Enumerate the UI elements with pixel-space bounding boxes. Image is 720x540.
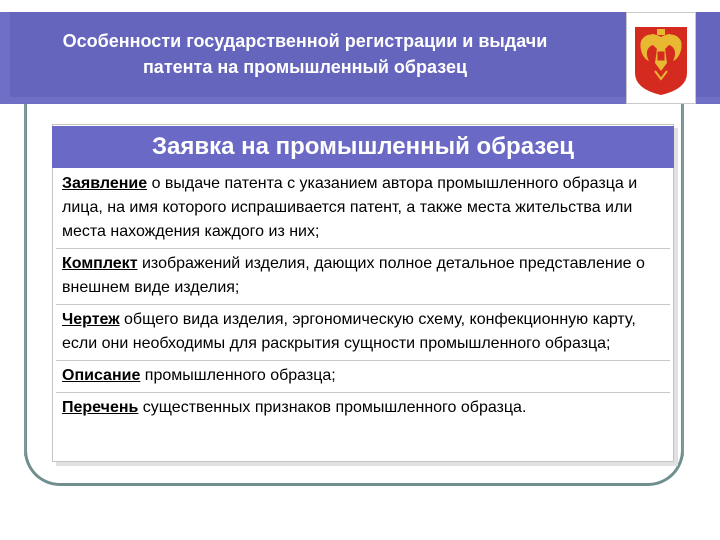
- slide-title: [20, 28, 590, 80]
- frame-left-line: [24, 104, 26, 456]
- slide-title-line-2: патента на промышленный образец: [142, 57, 468, 77]
- item-term: Перечень: [62, 399, 139, 416]
- slide-title-line-1: Особенности государственной регистрации и выдачи: [62, 31, 548, 51]
- panel-title: Заявка на промышленный образец: [52, 126, 674, 168]
- frame-right-line: [682, 104, 684, 456]
- list-item-features: [56, 393, 670, 424]
- item-text: о выдаче патента с указанием автора промышленного образца и лица, на имя которого испрашивается патент, а также места жительства или места нахождения каждого из них;: [62, 175, 638, 240]
- item-text: существенных признаков промышленного образца.: [138, 399, 527, 416]
- list-item-description: [56, 361, 670, 393]
- list-item-statement: [56, 169, 670, 249]
- item-term: Описание: [62, 367, 141, 384]
- emblem: [626, 12, 696, 104]
- russian-coat-of-arms-icon: [633, 19, 689, 97]
- list-item-drawing: [56, 305, 670, 361]
- requirements-list: [56, 169, 670, 424]
- item-text: изображений изделия, дающих полное детальное представление о внешнем виде изделия;: [62, 255, 645, 296]
- item-term: Заявление: [62, 175, 148, 192]
- list-item-set: [56, 249, 670, 305]
- item-term: Чертеж: [62, 311, 120, 328]
- item-text: промышленного образца;: [140, 367, 336, 384]
- item-text: общего вида изделия, эргономическую схему, конфекционную карту, если они необходимы для раскрытия сущности промышленного образца;: [62, 311, 636, 352]
- item-term: Комплект: [62, 255, 138, 272]
